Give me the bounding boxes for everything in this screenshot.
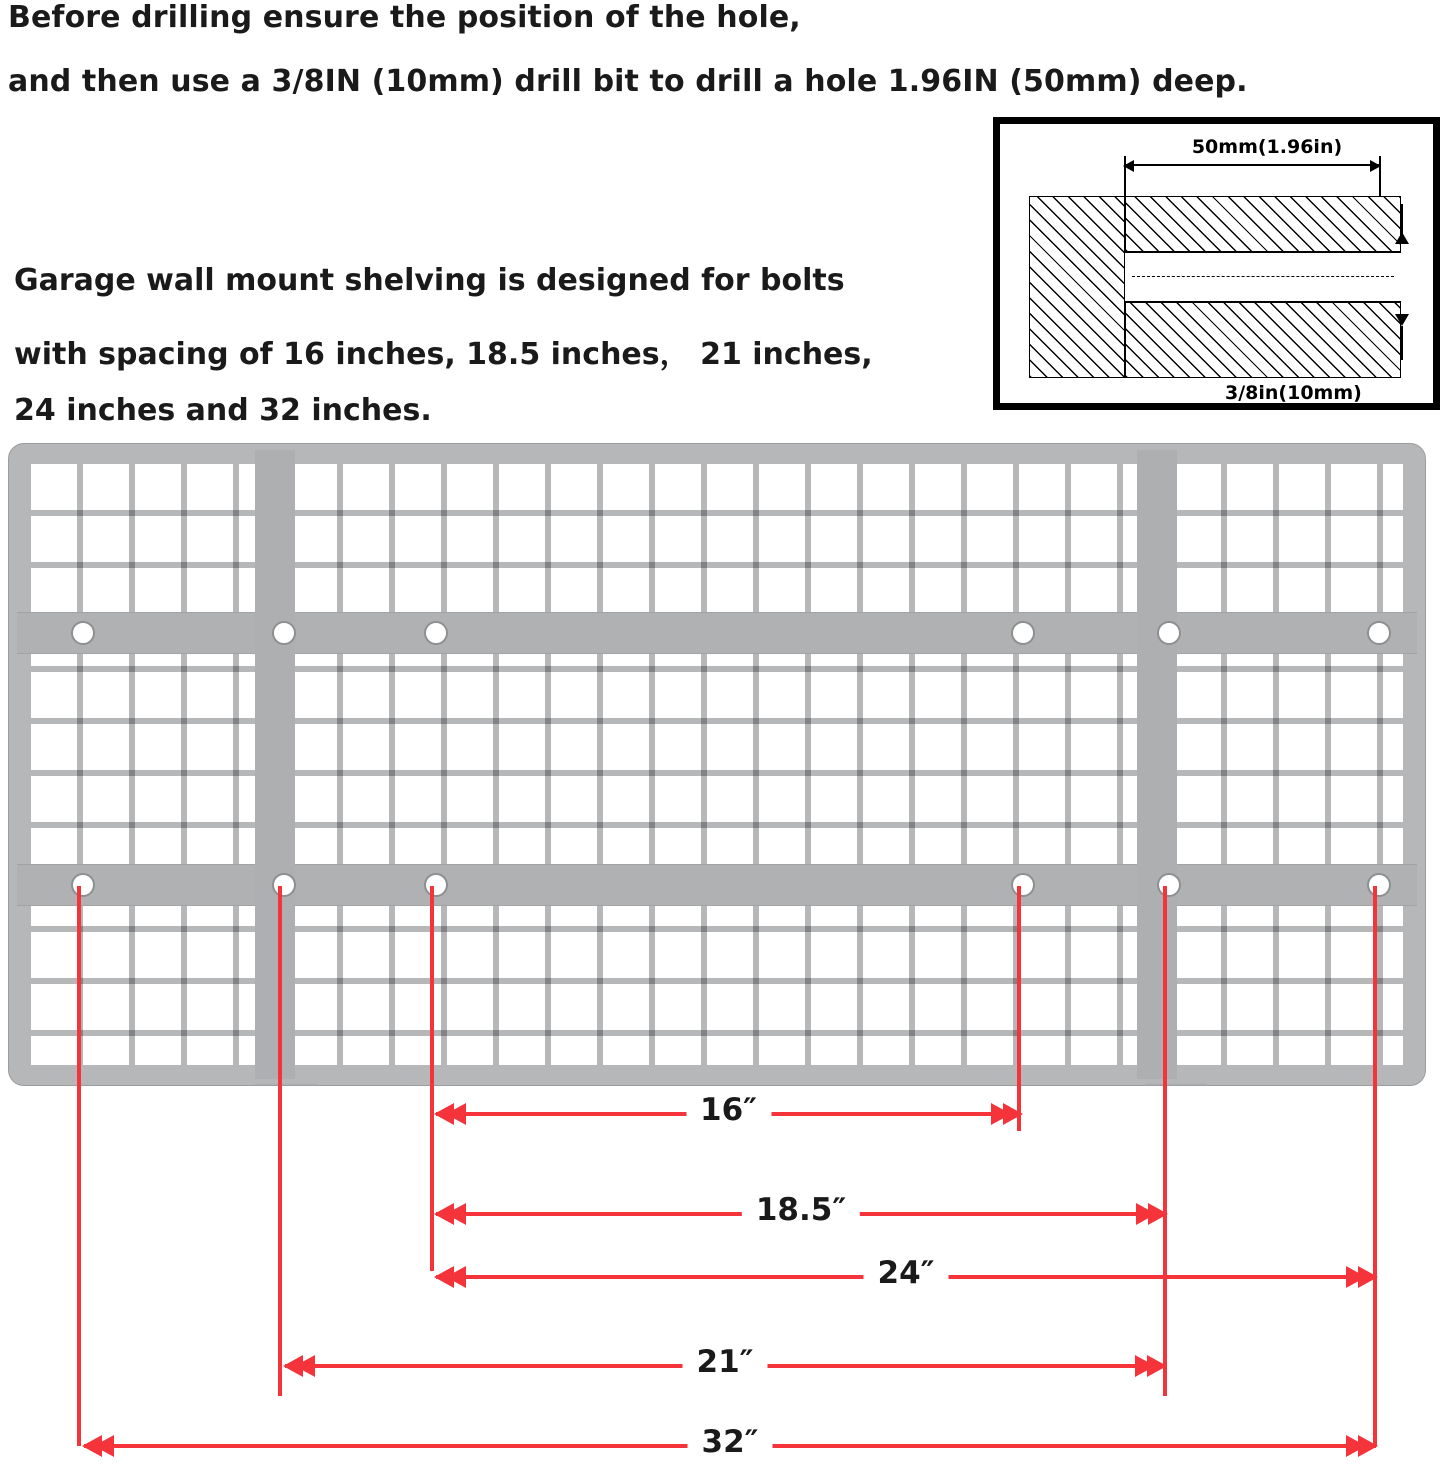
hole-detail-diagram (993, 117, 1440, 410)
vertical-rib-left (255, 450, 295, 1079)
dimension-label-18-5in: 18.5″ (742, 1190, 860, 1230)
dimension-arrow-right-inner-icon (1135, 1355, 1155, 1377)
guide-line-hole-4 (1017, 886, 1021, 1131)
drilled-hole-void (1125, 252, 1401, 302)
dimension-label-24in: 24″ (864, 1253, 949, 1293)
hole-diameter-dimension (1395, 194, 1411, 384)
dimension-16in (436, 1092, 1021, 1128)
mounting-hole (424, 873, 448, 897)
mounting-rail-upper (17, 612, 1417, 654)
mounting-hole (1367, 873, 1391, 897)
hole-depth-label: 50mm(1.96in) (1191, 136, 1343, 158)
dimension-arrow-left-inner-icon (446, 1203, 466, 1225)
bolt-spacing-line-3: 24 inches and 32 inches. (14, 393, 432, 428)
dimension-arrow-left-inner-icon (94, 1435, 114, 1457)
wall-hatch-left (1029, 196, 1125, 378)
dimension-label-32in: 32″ (688, 1422, 773, 1462)
wall-hatch-bottom (1125, 302, 1401, 378)
mounting-hole (1157, 873, 1181, 897)
mounting-hole (71, 621, 95, 645)
dimension-arrow-right-inner-icon (1346, 1435, 1366, 1457)
bolt-spacing-line-1: Garage wall mount shelving is designed for bolts (14, 263, 845, 298)
panel-foot-left (255, 1083, 317, 1086)
mounting-hole (1367, 621, 1391, 645)
dimension-arrow-left-inner-icon (446, 1266, 466, 1288)
depth-dimension-arrow (1124, 164, 1380, 166)
shelf-grid-mesh (25, 458, 1409, 1071)
dimension-arrow-right-inner-icon (991, 1103, 1011, 1125)
dimension-label-16in: 16″ (686, 1090, 771, 1130)
dimension-arrow-right-inner-icon (1346, 1266, 1366, 1288)
guide-line-hole-2 (278, 886, 282, 1396)
dimension-arrow-left-inner-icon (295, 1355, 315, 1377)
instruction-line-1: Before drilling ensure the position of the hole, (8, 0, 801, 35)
mounting-hole (1011, 621, 1035, 645)
shelf-panel (8, 443, 1426, 1086)
instruction-line-2: and then use a 3/8IN (10mm) drill bit to drill a hole 1.96IN (50mm) deep. (8, 64, 1248, 99)
mounting-hole (1011, 873, 1035, 897)
diameter-arrow-down-icon (1395, 314, 1409, 326)
dimension-21in (285, 1344, 1165, 1380)
dimension-label-21in: 21″ (683, 1342, 768, 1382)
mounting-hole (272, 621, 296, 645)
dimension-18-5in (436, 1192, 1166, 1228)
dimension-arrow-left-inner-icon (446, 1103, 466, 1125)
diameter-arrow-up-icon (1395, 232, 1409, 244)
mounting-hole (272, 873, 296, 897)
vertical-rib-right (1137, 450, 1177, 1079)
hole-centerline (1132, 276, 1394, 277)
wall-hatch-top (1125, 196, 1401, 252)
dimension-24in (436, 1255, 1376, 1291)
mounting-hole (424, 621, 448, 645)
mounting-hole (71, 873, 95, 897)
shelf-panel-body (8, 443, 1426, 1086)
bolt-spacing-line-2: with spacing of 16 inches, 18.5 inches， 21 inches, (14, 337, 873, 372)
dimension-arrow-right-inner-icon (1136, 1203, 1156, 1225)
hole-detail-inner (1000, 124, 1433, 403)
diameter-leader-lower (1401, 326, 1403, 360)
guide-line-hole-5 (1163, 886, 1167, 1396)
hole-diameter-label: 3/8in(10mm) (1225, 382, 1362, 404)
diameter-leader-upper (1401, 204, 1403, 234)
mounting-rail-lower (17, 864, 1417, 906)
guide-line-hole-1 (77, 886, 81, 1446)
panel-foot-right (1145, 1083, 1207, 1086)
dimension-32in (84, 1424, 1376, 1460)
mounting-hole (1157, 621, 1181, 645)
guide-line-hole-6 (1373, 886, 1377, 1446)
